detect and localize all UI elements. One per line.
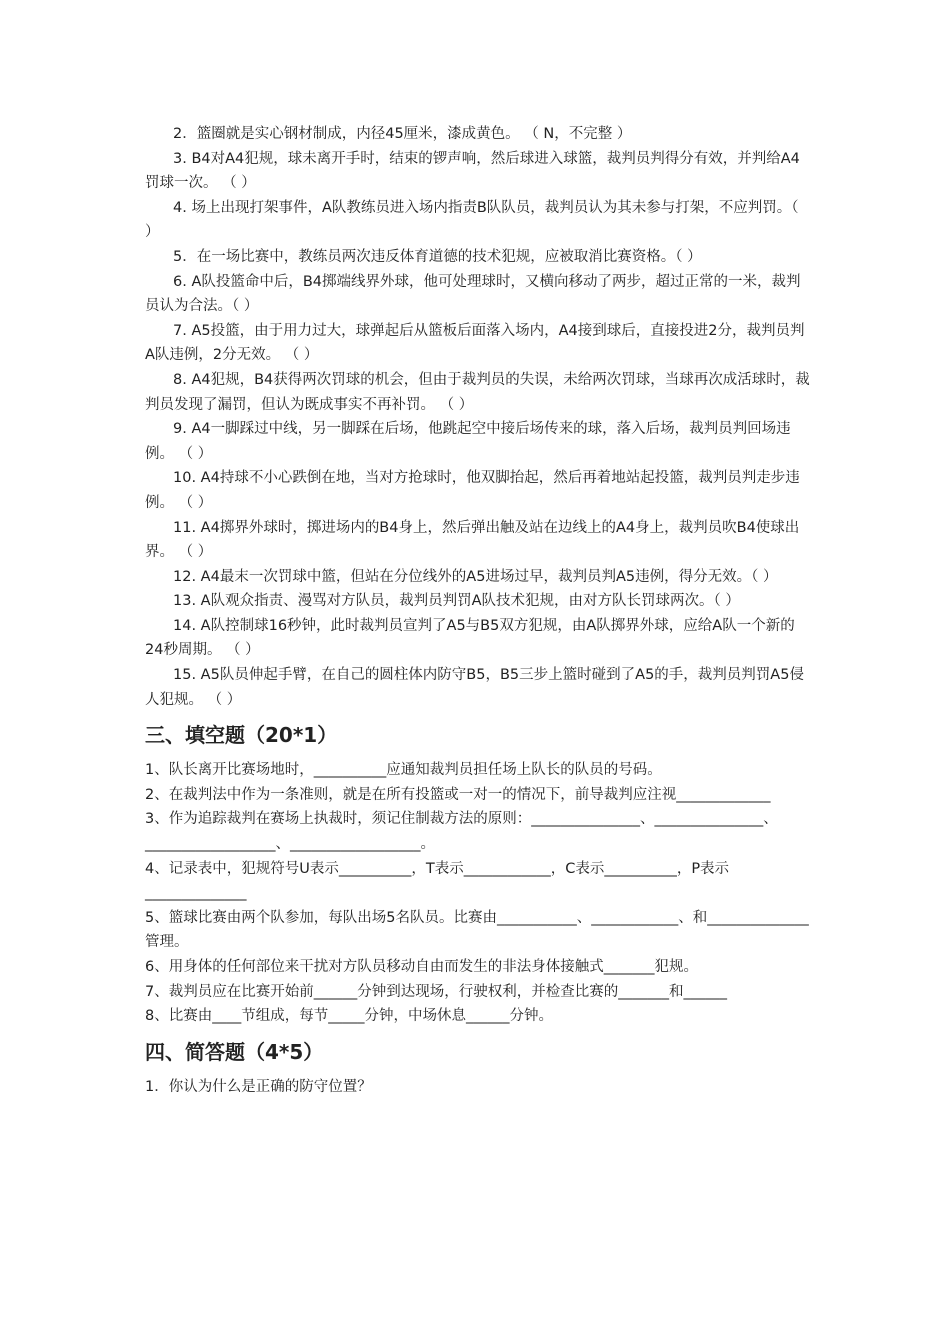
- true-false-list: [145, 122, 810, 712]
- tf-question-13: 13. A队观众指责、漫骂对方队员，裁判员判罚A队技术犯规，由对方队长罚球两次。（ ）: [173, 593, 740, 610]
- tf-question-9: 9. A4一脚踩过中线，另一脚踩在后场，他跳起空中接后场传来的球，落入后场，裁判员判回场违例。 （ ）: [145, 421, 791, 462]
- tf-question-11: 11. A4掷界外球时，掷进场内的B4身上，然后弹出触及站在边线上的A4身上，裁判员吹B4使球出界。 （ ）: [145, 519, 800, 561]
- short-answer-list: [145, 1075, 810, 1100]
- tf-question-2: 2．篮圈就是实心钢材制成，内径45厘米，漆成黄色。 （ N，不完整 ）: [173, 126, 632, 142]
- tf-question-4: 4. 场上出现打架事件，A队教练员进入场内指责B队队员，裁判员认为其未参与打架，不应判罚。（ ）: [145, 199, 799, 241]
- fill-question-5: 5、篮球比赛由两个队参加，每队出场5名队员。比赛由___________、____________、和______________管理。: [145, 909, 809, 951]
- tf-question-3: 3. B4对A4犯规，球未离开手时，结束的锣声响，然后球进入球篮，裁判员判得分有效，并判给A4罚球一次。 （ ）: [145, 150, 800, 192]
- tf-question-8: 8. A4犯规，B4获得两次罚球的机会，但由于裁判员的失误，未给两次罚球，当球再次成活球时，裁判员发现了漏罚，但认为既成事实不再补罚。 （ ）: [145, 371, 810, 413]
- tf-question-6: 6. A队投篮命中后，B4掷端线界外球，他可处理球时，又横向移动了两步，超过正常的一米，裁判员认为合法。（ ）: [145, 273, 801, 315]
- document-page: [145, 122, 810, 1099]
- section-4-title: 四、简答题（4*5）: [145, 1039, 324, 1064]
- fill-question-7: 7、裁判员应在比赛开始前______分钟到达现场，行驶权利，并检查比赛的_______和______: [145, 983, 727, 1000]
- fill-question-6: 6、用身体的任何部位来干扰对方队员移动自由而发生的非法身体接触式_______犯规。: [145, 959, 698, 975]
- tf-question-14: 14. A队控制球16秒钟，此时裁判员宣判了A5与B5双方犯规，由A队掷界外球，应给A队一个新的24秒周期。 （ ）: [145, 617, 795, 659]
- tf-question-5: 5．在一场比赛中，教练员两次违反体育道德的技术犯规，应被取消比赛资格。（ ）: [173, 248, 702, 265]
- fill-question-1: 1、队长离开比赛场地时，__________应通知裁判员担任场上队长的队员的号码。: [145, 762, 662, 779]
- tf-question-10: 10. A4持球不小心跌倒在地，当对方抢球时，他双脚抬起，然后再着地站起投篮，裁判员判走步违例。 （ ）: [145, 470, 800, 511]
- fill-question-4: 4、记录表中，犯规符号U表示__________，T表示____________，C表示__________，P表示______________: [145, 860, 730, 902]
- fill-question-2: 2、在裁判法中作为一条准则，就是在所有投篮或一对一的情况下，前导裁判应注视_____________: [145, 786, 771, 803]
- section-3-title: 三、填空题（20*1）: [145, 723, 338, 748]
- fill-question-8: 8、比赛由____节组成，每节_____分钟，中场休息______分钟。: [145, 1008, 553, 1025]
- fill-question-3: 3、作为追踪裁判在赛场上执裁时，须记住制裁方法的原则：_______________、_______________、__________________、__________________。: [145, 811, 778, 853]
- tf-question-15: 15. A5队员伸起手臂，在自己的圆柱体内防守B5，B5三步上篮时碰到了A5的手，裁判员判罚A5侵人犯规。 （ ）: [145, 667, 804, 708]
- tf-question-12: 12. A4最末一次罚球中篮，但站在分位线外的A5进场过早，裁判员判A5违例，得分无效。（ ）: [173, 568, 778, 585]
- short-question-1: 1．你认为什么是正确的防守位置？: [145, 1078, 372, 1095]
- fill-blank-list: [145, 758, 810, 1029]
- tf-question-7: 7. A5投篮，由于用力过大，球弹起后从篮板后面落入场内，A4接到球后，直接投进2分，裁判员判A队违例，2分无效。 （ ）: [145, 322, 805, 364]
